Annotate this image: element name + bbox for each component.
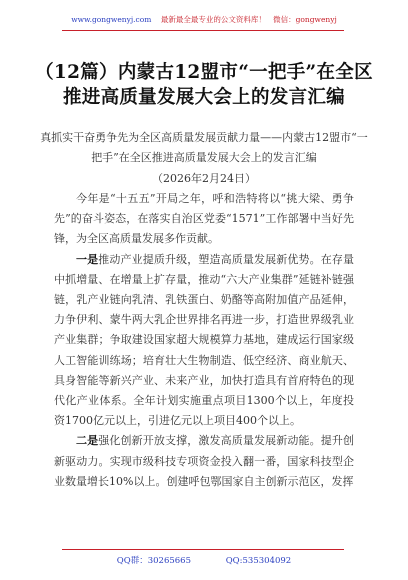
paragraph-lead: 二是 <box>76 434 99 448</box>
paragraph <box>54 431 354 492</box>
document-date: （2026年2月24日） <box>152 172 256 185</box>
document-body <box>54 189 354 492</box>
document-subtitle: 真抓实干奋勇争先为全区高质量发展贡献力量——内蒙古12盟市“一把手”在全区推进高质量发展大会上的发言汇编 <box>40 131 368 164</box>
footer-divider <box>62 549 344 550</box>
paragraph-text: 强化创新开放支撑，激发高质量发展新动能。提升创新驱动力。实现市级科技专项资金投入翻一番，国家科技型企业数量增长10%以上。创建呼包鄂国家自主创新示范区，发挥 <box>54 434 354 488</box>
paragraph-text: 今年是“十五五”开局之年，呼和浩特将以“挑大梁、勇争先”的奋斗姿态，在落实自治区党委“1571”工作部署中当好先锋，为全区高质量发展多作贡献。 <box>54 192 354 246</box>
page-header <box>0 14 408 25</box>
paragraph <box>54 250 354 432</box>
paragraph-lead: 一是 <box>76 252 99 266</box>
qq-group: QQ群：30265665 <box>116 556 191 566</box>
qq-number: QQ:535304092 <box>225 556 292 566</box>
site-url[interactable]: www.gongwenyj.com <box>71 15 152 24</box>
site-slogan: 最新最全最专业的公文资料库！ <box>160 15 266 24</box>
header-divider <box>62 30 344 31</box>
page-footer <box>0 554 408 566</box>
paragraph-text: 推动产业提质升级，塑造高质量发展新优势。在存量中抓增量、在增量上扩存量，推动“六大产业集群”延链补链强链，乳产业链向乳清、乳铁蛋白、奶酪等高附加值产品延伸，力争伊利、蒙牛两大乳企世界排名再进一步，打造世界级乳业产业集群；争取建设国家超大规模算力基地，建成运行国家级人工智能训练场；培育壮大生物制造、低空经济、商业航天、具身智能等新兴产业、未来产业，加快打造具有首府特色的现代化产业体系。全年计划实施重点项目1300个以上，年度投资1700亿元以上，引进亿元以上项目400个以上。 <box>54 252 354 428</box>
wechat-id: 微信：gongwenyj <box>273 15 337 24</box>
paragraph <box>54 189 354 250</box>
document-title: （12篇）内蒙古12盟市“一把手”在全区推进高质量发展大会上的发言汇编 <box>35 62 373 108</box>
